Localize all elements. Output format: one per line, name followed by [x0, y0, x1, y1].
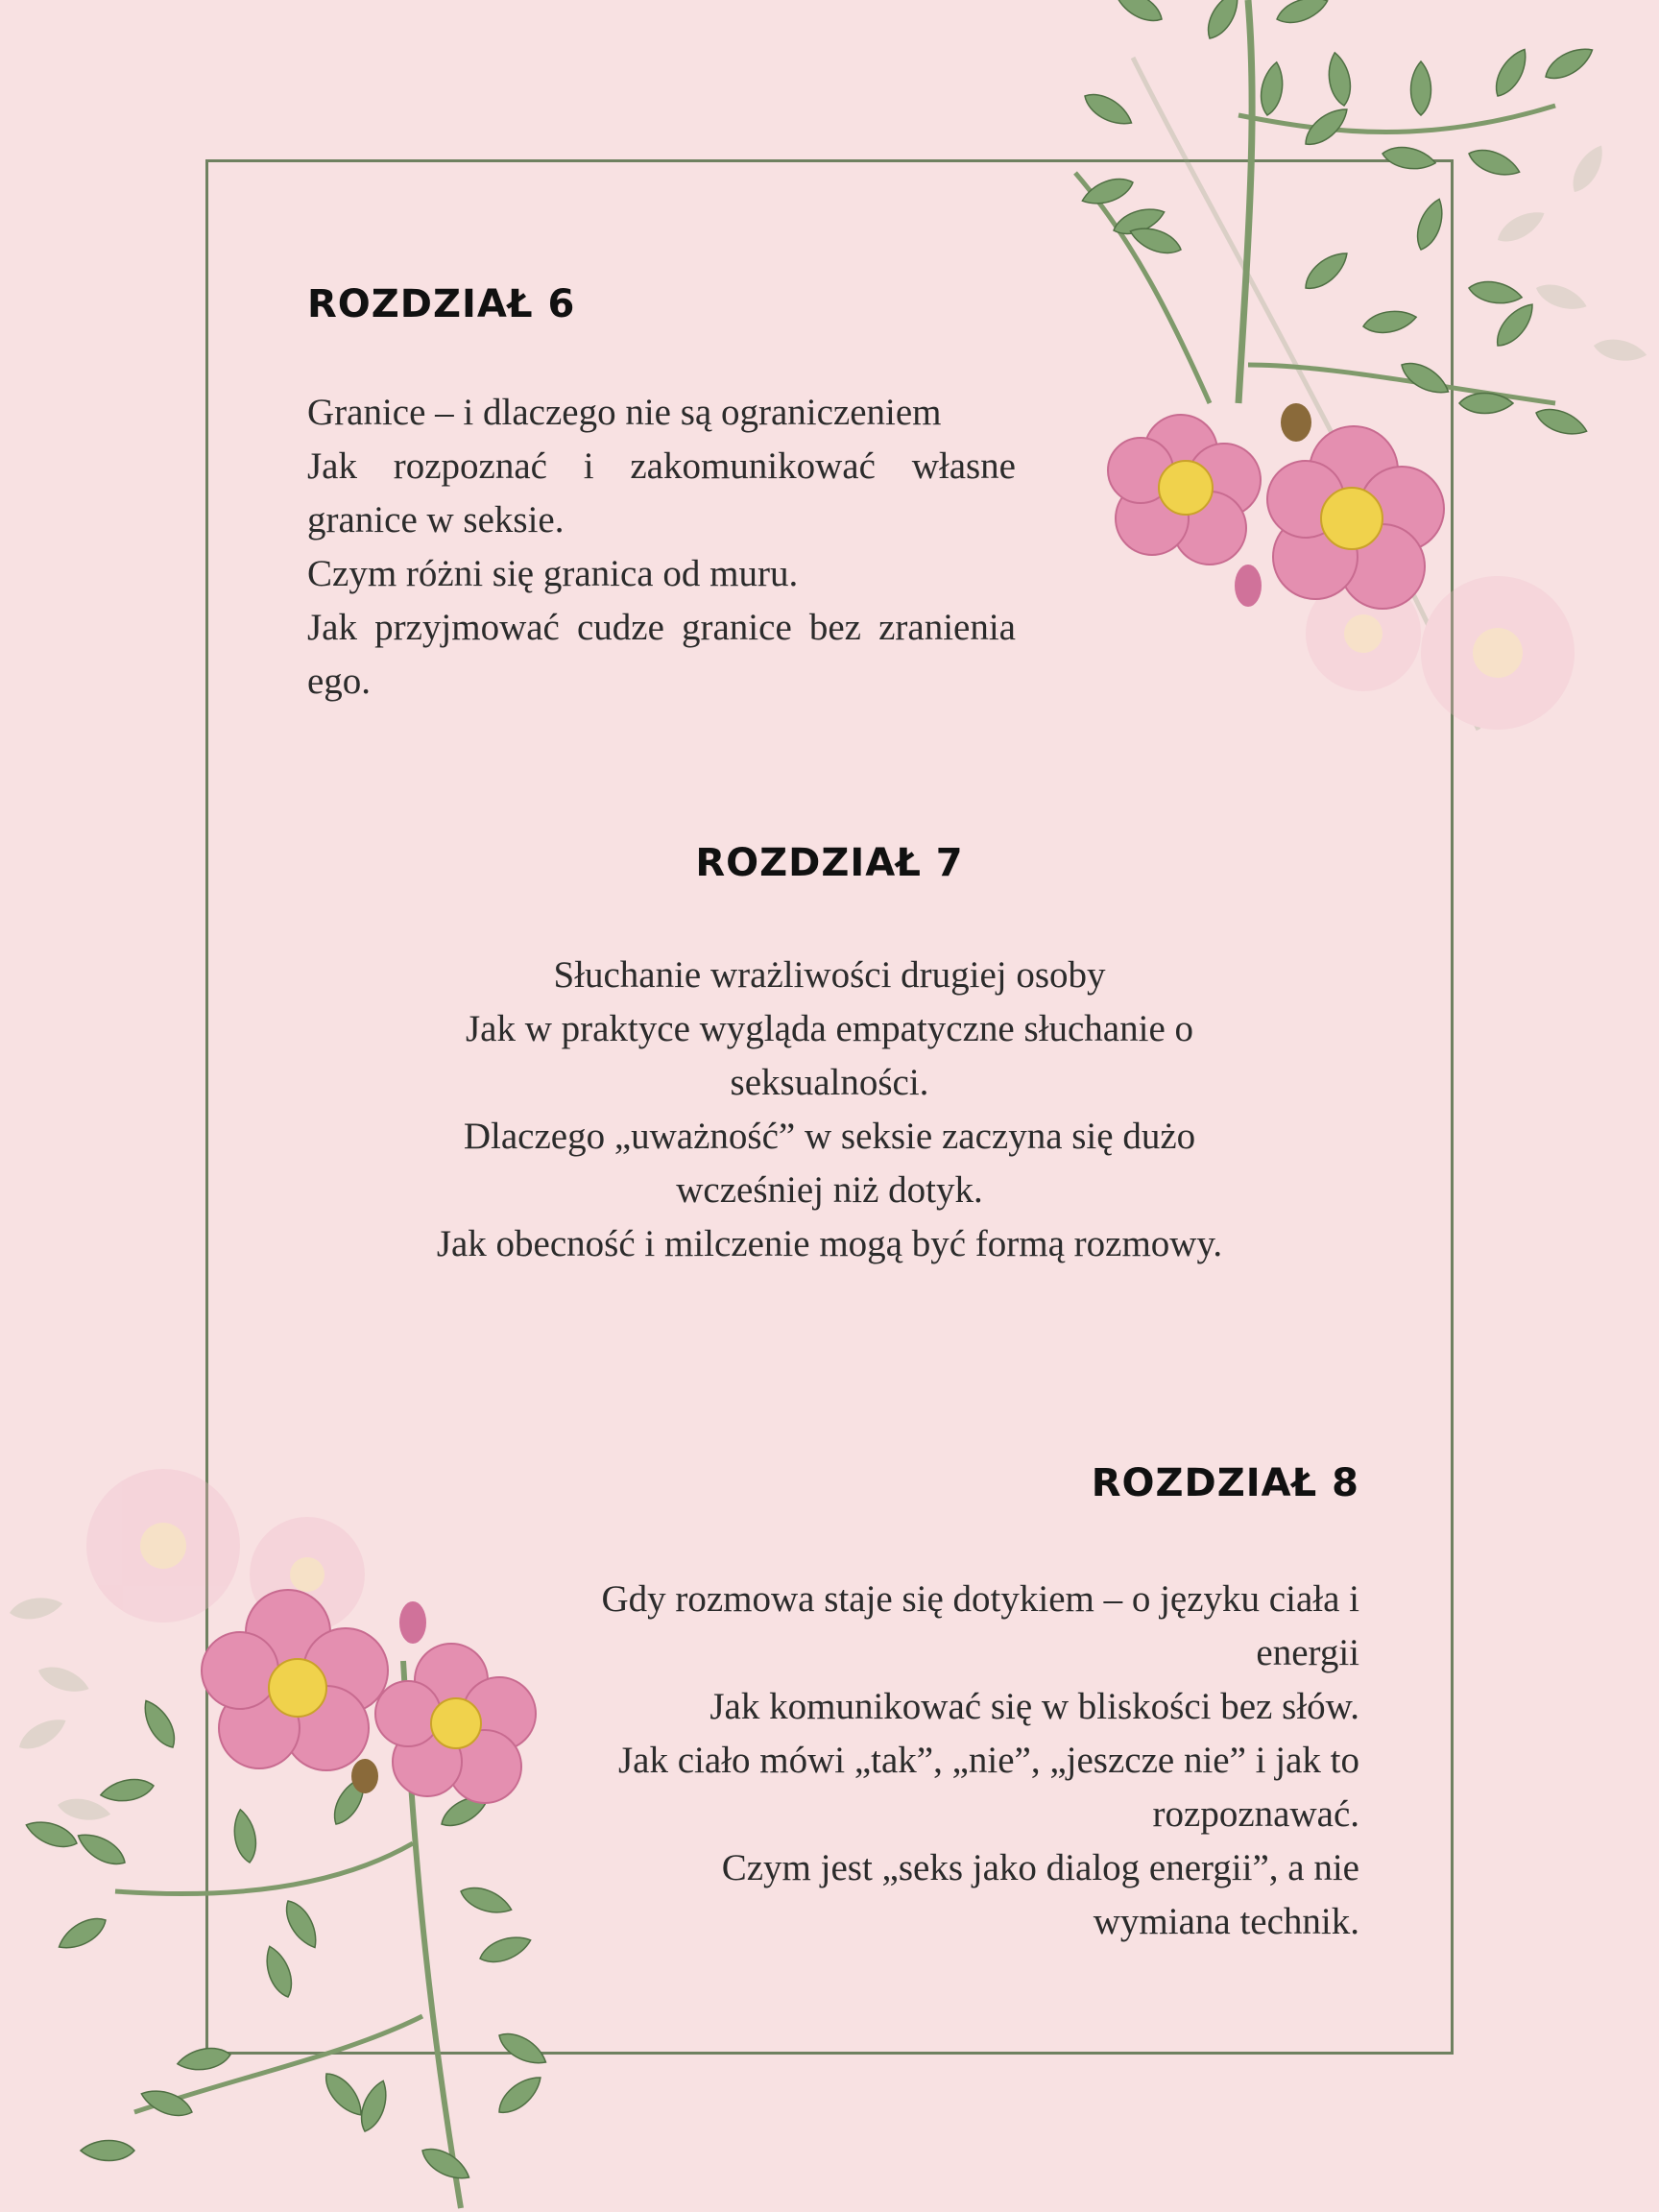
chapter-8-text: [601, 1573, 1359, 1949]
chapter-8-line-2: Jak komunikować się w bliskości bez słów.: [709, 1686, 1359, 1727]
chapter-8-title: ROZDZIAŁ 8: [1091, 1461, 1359, 1505]
chapter-7-line-3: Dlaczego „uważność” w seksie zaczyna się dużo wcześniej niż dotyk.: [463, 1116, 1196, 1211]
chapter-6-line-2: Jak rozpoznać i zakomunikować własne granice w seksie.: [307, 445, 1016, 541]
chapter-7-text: [397, 949, 1262, 1271]
chapter-8-line-1: Gdy rozmowa staje się dotykiem – o języku ciała i energii: [601, 1578, 1359, 1673]
chapter-6-line-3: Czym różni się granica od muru.: [307, 553, 799, 594]
chapter-6-line-1: Granice – i dlaczego nie są ograniczeniem: [307, 392, 942, 433]
chapter-8-line-4: Czym jest „seks jako dialog energii”, a nie wymiana technik.: [721, 1847, 1359, 1942]
chapter-7-line-2: Jak w praktyce wygląda empatyczne słuchanie o seksualności.: [465, 1008, 1194, 1103]
chapter-7-line-1: Słuchanie wrażliwości drugiej osoby: [553, 954, 1106, 996]
chapter-8-line-3: Jak ciało mówi „tak”, „nie”, „jeszcze nie” i jak to rozpoznawać.: [617, 1740, 1359, 1835]
chapter-6-line-4: Jak przyjmować cudze granice bez zranienia ego.: [307, 607, 1016, 702]
chapter-6-title: ROZDZIAŁ 6: [307, 282, 576, 326]
chapter-7-title: ROZDZIAŁ 7: [695, 841, 964, 885]
rose-illustration-top-right: [1018, 0, 1659, 787]
chapter-6-text: [307, 386, 1016, 709]
chapter-7-line-4: Jak obecność i milczenie mogą być formą rozmowy.: [436, 1223, 1223, 1264]
rose-illustration-bottom-left: [0, 1440, 634, 2212]
